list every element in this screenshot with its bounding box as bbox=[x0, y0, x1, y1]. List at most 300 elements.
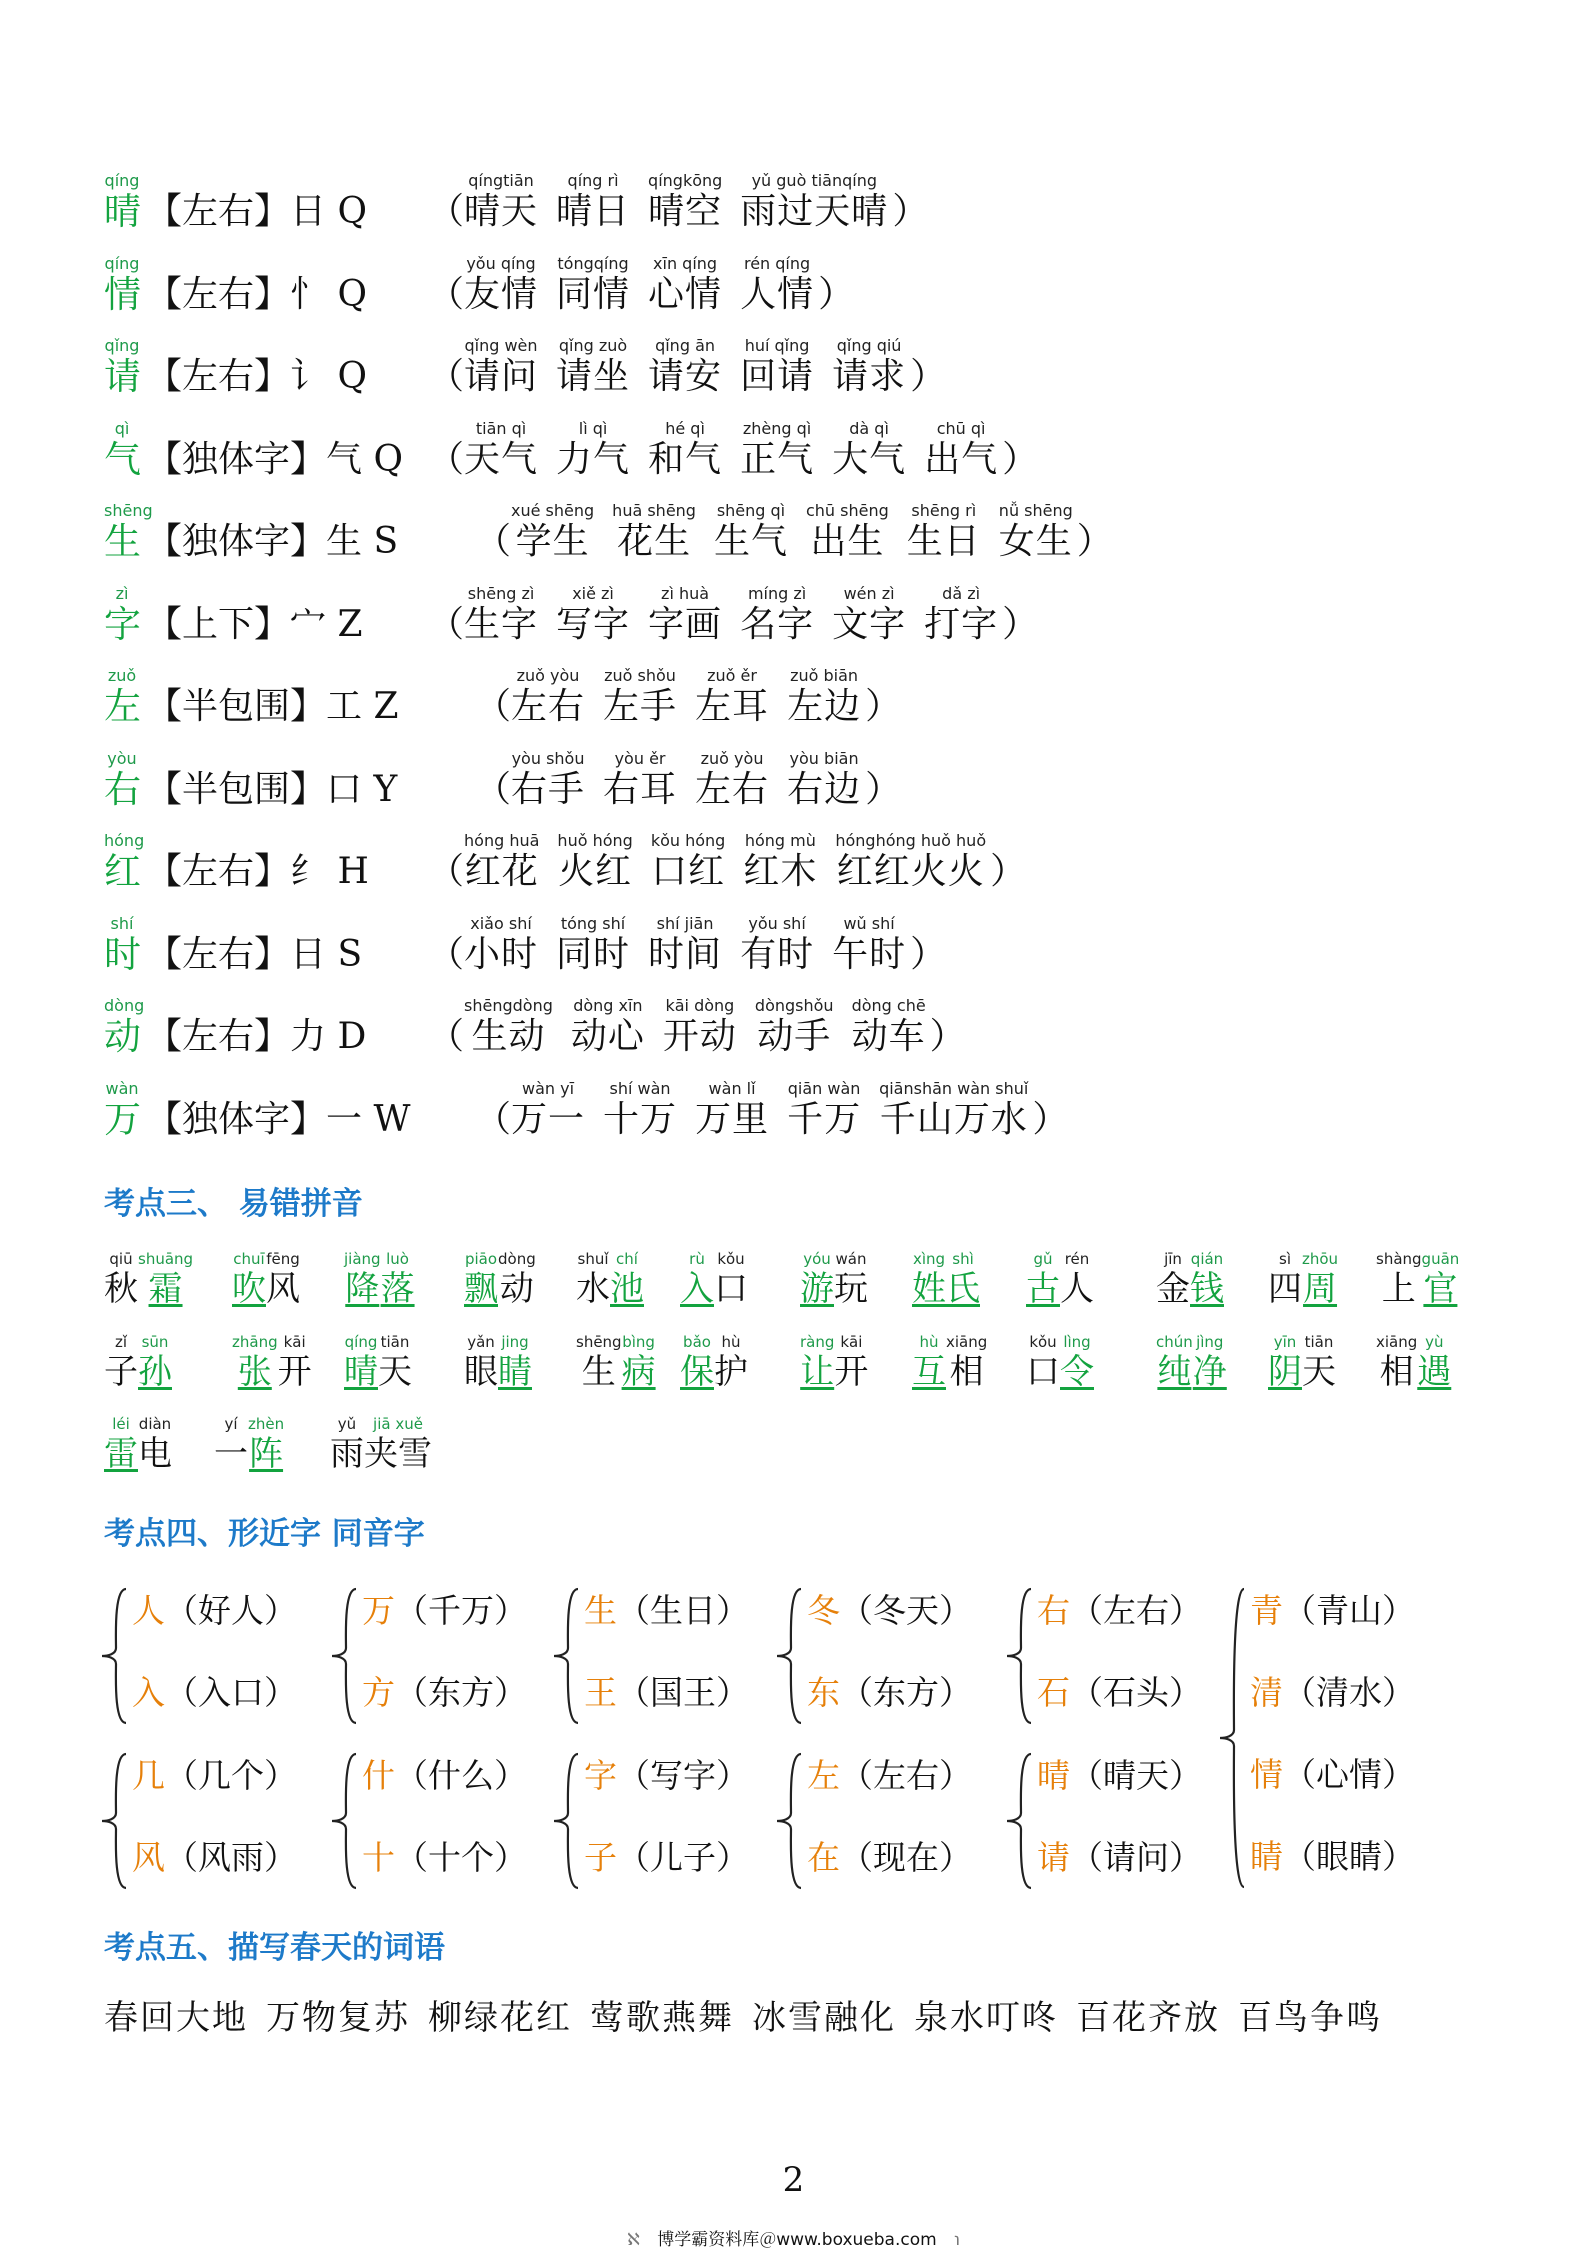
pair-first bbox=[1376, 1250, 1422, 1310]
brace bbox=[552, 1585, 582, 1727]
pair-first bbox=[912, 1333, 946, 1393]
word-item bbox=[648, 915, 722, 977]
entry-character bbox=[104, 915, 140, 977]
entry-words bbox=[428, 172, 928, 234]
word-chars: 晴日 bbox=[556, 191, 631, 232]
word-chars: 晴空 bbox=[648, 191, 723, 232]
spring-phrase: 春回大地 bbox=[104, 1998, 248, 2038]
word-pinyin: qiān wàn bbox=[787, 1078, 861, 1098]
pair-second bbox=[946, 1250, 980, 1310]
word-pinyin: zuǒ shǒu bbox=[604, 666, 676, 685]
word-chars: 生气 bbox=[713, 521, 788, 562]
similar-key-char: 生 bbox=[584, 1591, 617, 1630]
pair-second bbox=[138, 1333, 172, 1393]
pair-second-pinyin: xiāng bbox=[946, 1333, 988, 1351]
pair-second bbox=[1193, 1333, 1227, 1393]
word-pinyin: lì qì bbox=[578, 418, 608, 438]
similar-word: （左右） bbox=[840, 1756, 972, 1795]
pinyin-pair bbox=[344, 1250, 415, 1310]
pair-first-char: 相 bbox=[1379, 1352, 1414, 1392]
word-pinyin: qíngtiān bbox=[468, 171, 534, 190]
word-item bbox=[603, 1080, 677, 1142]
word-item bbox=[740, 915, 814, 977]
pair-first-char: 飘 bbox=[464, 1269, 498, 1309]
pair-second-char: 净 bbox=[1192, 1352, 1227, 1392]
pair-second-char: 开 bbox=[834, 1352, 869, 1392]
entry-char-pinyin: qíng bbox=[104, 171, 140, 190]
pair-first-pinyin: shēng bbox=[576, 1333, 622, 1351]
entry-char-pinyin: hóng bbox=[104, 831, 145, 850]
close-bracket: ） bbox=[990, 851, 1027, 892]
pair-second-char: 动 bbox=[499, 1269, 534, 1309]
pair-second-char: 落 bbox=[380, 1269, 415, 1309]
word-pinyin: rén qíng bbox=[743, 253, 811, 273]
word-item bbox=[714, 502, 788, 564]
word-chars: 右耳 bbox=[603, 768, 678, 810]
word-chars: 有时 bbox=[740, 933, 815, 975]
entry-row bbox=[104, 1080, 1504, 1158]
word-item bbox=[556, 915, 630, 977]
word-chars: 打字 bbox=[924, 603, 999, 645]
pair-first-pinyin: yóu bbox=[803, 1250, 831, 1268]
word-pinyin: dǎ zì bbox=[942, 583, 981, 603]
open-bracket: （ bbox=[428, 603, 465, 645]
entry-char: 气 bbox=[104, 437, 141, 481]
pair-second-char: 令 bbox=[1060, 1352, 1094, 1392]
similar-word: （眼睛） bbox=[1283, 1837, 1415, 1876]
pair-first-pinyin: yǎn bbox=[467, 1333, 495, 1351]
pair-first-char: 秋 bbox=[104, 1269, 138, 1309]
entry-structure-info: 【左右】日 Q bbox=[146, 191, 367, 232]
word-pinyin: zuǒ biān bbox=[790, 666, 859, 685]
word-chars: 火红 bbox=[558, 851, 633, 892]
pair-second-pinyin: zhōu bbox=[1302, 1250, 1339, 1268]
similar-word: （风雨） bbox=[165, 1838, 297, 1877]
word-pinyin: míng zì bbox=[747, 583, 807, 603]
word-chars: 女生 bbox=[998, 521, 1073, 562]
similar-word: （十个） bbox=[395, 1838, 527, 1877]
word-chars: 大气 bbox=[832, 438, 907, 480]
close-bracket: ） bbox=[910, 933, 947, 975]
pair-first bbox=[912, 1250, 946, 1310]
word-chars: 午时 bbox=[832, 933, 907, 975]
pair-second-pinyin: jiā xuě bbox=[373, 1415, 423, 1433]
word-pinyin: hóng huā bbox=[464, 831, 540, 850]
open-bracket: （ bbox=[428, 851, 465, 892]
pair-first-char: 水 bbox=[576, 1269, 610, 1309]
word-item bbox=[740, 420, 814, 482]
similar-word: （生日） bbox=[617, 1591, 749, 1630]
pair-second bbox=[714, 1250, 748, 1310]
pair-first bbox=[344, 1333, 378, 1393]
pinyin-pair bbox=[1268, 1250, 1338, 1310]
word-pinyin: wàn lǐ bbox=[708, 1078, 756, 1098]
pair-first bbox=[104, 1333, 138, 1393]
entry-row bbox=[104, 255, 1504, 333]
brace bbox=[1005, 1585, 1035, 1727]
word-chars: 动车 bbox=[851, 1016, 926, 1057]
word-pinyin: dòng chē bbox=[851, 996, 926, 1015]
word-item bbox=[511, 750, 585, 812]
word-chars: 开动 bbox=[662, 1016, 737, 1057]
pair-first-char: 游 bbox=[800, 1269, 834, 1309]
pair-second bbox=[1190, 1250, 1224, 1310]
word-chars: 千万 bbox=[787, 1098, 862, 1140]
word-pinyin: shēngdòng bbox=[464, 996, 553, 1015]
similar-key-char: 万 bbox=[362, 1591, 395, 1630]
word-pinyin: shí wàn bbox=[609, 1078, 671, 1098]
pair-second-char: 病 bbox=[621, 1352, 656, 1392]
similar-line bbox=[584, 1838, 749, 1878]
entry-words bbox=[475, 1080, 1068, 1142]
pinyin-pair bbox=[912, 1250, 980, 1310]
pair-second-pinyin: fēng bbox=[266, 1250, 300, 1268]
word-item bbox=[999, 502, 1073, 564]
section-4-heading: 考点四、形近字 同音字 bbox=[104, 1516, 425, 1552]
word-chars: 动心 bbox=[570, 1016, 645, 1057]
word-chars: 生动 bbox=[471, 1016, 546, 1057]
word-pinyin: wǔ shí bbox=[843, 913, 895, 933]
close-bracket: ） bbox=[818, 273, 855, 315]
word-chars: 左耳 bbox=[695, 686, 770, 727]
pair-second-char: 天 bbox=[1302, 1352, 1336, 1392]
word-item bbox=[511, 502, 594, 564]
entry-words bbox=[428, 585, 1038, 647]
pinyin-pair bbox=[344, 1333, 412, 1393]
similar-line bbox=[1037, 1673, 1202, 1713]
similar-word: （请问） bbox=[1070, 1838, 1202, 1877]
word-chars: 请问 bbox=[464, 356, 539, 397]
pair-first-pinyin: kǒu bbox=[1029, 1333, 1057, 1351]
similar-word: （入口） bbox=[165, 1673, 297, 1712]
word-chars: 同情 bbox=[556, 273, 631, 315]
pair-first-char: 雷 bbox=[104, 1434, 138, 1474]
pair-first-pinyin: zǐ bbox=[114, 1333, 128, 1351]
word-chars: 回请 bbox=[740, 356, 815, 397]
similar-key-char: 冬 bbox=[807, 1591, 840, 1630]
word-item bbox=[464, 255, 538, 317]
word-pinyin: qíng rì bbox=[567, 171, 619, 190]
word-chars: 红红火火 bbox=[836, 851, 985, 892]
word-item bbox=[648, 420, 722, 482]
word-chars: 名字 bbox=[740, 603, 815, 645]
word-item bbox=[511, 667, 585, 729]
word-item bbox=[832, 420, 906, 482]
similar-key-char: 青 bbox=[1250, 1591, 1283, 1630]
word-chars: 字画 bbox=[648, 603, 723, 645]
pair-second-pinyin: sūn bbox=[141, 1333, 169, 1351]
similar-key-char: 几 bbox=[132, 1756, 165, 1795]
pair-first-pinyin: yí bbox=[224, 1415, 238, 1433]
pair-second bbox=[1060, 1333, 1094, 1393]
similar-line bbox=[132, 1838, 297, 1878]
word-pinyin: chū shēng bbox=[805, 501, 889, 520]
pair-first bbox=[344, 1250, 381, 1310]
entry-structure-info: 【左右】力 D bbox=[146, 1016, 367, 1057]
pair-first bbox=[800, 1250, 834, 1310]
pair-second-pinyin: guān bbox=[1421, 1250, 1460, 1268]
pair-first-char: 一 bbox=[214, 1434, 248, 1474]
similar-word: （现在） bbox=[840, 1838, 972, 1877]
word-pinyin: yǒu qíng bbox=[466, 253, 536, 273]
pair-second-pinyin: jìng bbox=[1196, 1333, 1224, 1351]
close-bracket: ） bbox=[865, 768, 902, 810]
pair-second bbox=[1302, 1250, 1338, 1310]
pinyin-pair bbox=[464, 1333, 532, 1393]
pair-first-char: 口 bbox=[1026, 1352, 1060, 1392]
word-item bbox=[695, 1080, 769, 1142]
word-pinyin: yòu shǒu bbox=[511, 748, 585, 768]
word-item bbox=[740, 337, 814, 399]
pinyin-pair bbox=[104, 1250, 193, 1310]
entry-character bbox=[104, 585, 140, 647]
entry-char: 字 bbox=[104, 602, 141, 646]
word-pinyin: yǒu shí bbox=[748, 913, 806, 933]
pair-second bbox=[610, 1250, 644, 1310]
pair-first-char: 纯 bbox=[1157, 1352, 1192, 1392]
pinyin-pair bbox=[1156, 1250, 1224, 1310]
open-bracket: （ bbox=[428, 356, 465, 397]
word-pinyin: huǒ hóng bbox=[557, 831, 633, 850]
word-chars: 十万 bbox=[603, 1098, 678, 1140]
word-pinyin: yòu biān bbox=[789, 748, 859, 768]
word-chars: 文字 bbox=[832, 603, 907, 645]
pair-first-char: 子 bbox=[104, 1352, 138, 1392]
word-pinyin: dòngshǒu bbox=[754, 996, 834, 1015]
word-chars: 左手 bbox=[603, 686, 678, 727]
pair-first bbox=[104, 1250, 138, 1310]
similar-key-char: 东 bbox=[807, 1673, 840, 1712]
spring-phrase: 柳绿花红 bbox=[428, 1998, 572, 2038]
pair-second-char: 霜 bbox=[148, 1269, 183, 1309]
pair-second bbox=[714, 1333, 748, 1393]
entry-structure-info: 【上下】宀 Z bbox=[146, 603, 363, 645]
pair-second-char: 阵 bbox=[249, 1434, 284, 1474]
pinyin-pair bbox=[104, 1415, 172, 1475]
word-pinyin: wén zì bbox=[843, 583, 895, 603]
spring-phrase: 冰雪融化 bbox=[752, 1998, 896, 2038]
spring-phrase: 百花齐放 bbox=[1076, 1998, 1220, 2038]
word-chars: 请安 bbox=[648, 356, 723, 397]
word-item bbox=[464, 172, 538, 234]
word-item bbox=[651, 832, 726, 894]
similar-word: （青山） bbox=[1283, 1591, 1415, 1630]
similar-line bbox=[1250, 1755, 1415, 1795]
pair-first-pinyin: shàng bbox=[1376, 1250, 1422, 1268]
word-chars: 晴天 bbox=[464, 191, 539, 232]
entry-char: 晴 bbox=[104, 190, 141, 233]
pinyin-pair bbox=[680, 1250, 748, 1310]
word-chars: 生字 bbox=[464, 603, 539, 645]
word-chars: 动手 bbox=[757, 1016, 832, 1057]
pair-first bbox=[576, 1250, 610, 1310]
pair-first-pinyin: yǔ bbox=[337, 1415, 357, 1433]
word-chars: 友情 bbox=[464, 273, 539, 315]
word-chars: 请求 bbox=[832, 356, 907, 397]
word-pinyin: wàn yī bbox=[522, 1078, 575, 1098]
similar-line bbox=[584, 1756, 749, 1796]
word-item bbox=[556, 255, 630, 317]
word-chars: 力气 bbox=[556, 438, 631, 480]
open-bracket: （ bbox=[428, 438, 465, 480]
entry-structure-info: 【独体字】气 Q bbox=[146, 438, 403, 480]
pair-first-pinyin: hù bbox=[919, 1333, 939, 1351]
pair-first-pinyin: shuǐ bbox=[577, 1250, 609, 1268]
word-chars: 小时 bbox=[464, 933, 539, 975]
brace bbox=[330, 1585, 360, 1727]
close-bracket: ） bbox=[1002, 438, 1039, 480]
entry-char-pinyin: wàn bbox=[105, 1078, 139, 1098]
entry-char-pinyin: qì bbox=[114, 418, 130, 438]
pair-first-char: 入 bbox=[680, 1269, 714, 1309]
pinyin-pair bbox=[576, 1250, 644, 1310]
entry-structure-info: 【独体字】一 W bbox=[146, 1098, 411, 1140]
pinyin-pair bbox=[104, 1333, 172, 1393]
word-pinyin: zì huà bbox=[661, 583, 710, 603]
pair-second-pinyin: dòng bbox=[498, 1250, 536, 1268]
entry-char-pinyin: qíng bbox=[104, 253, 140, 273]
pair-second bbox=[834, 1333, 868, 1393]
pair-second-pinyin: shì bbox=[952, 1250, 974, 1268]
word-pinyin: chū qì bbox=[936, 418, 986, 438]
pair-second-pinyin: tiān bbox=[380, 1333, 410, 1351]
entry-character bbox=[104, 996, 145, 1059]
pair-second-pinyin: kǒu bbox=[717, 1250, 745, 1268]
word-pinyin: xué shēng bbox=[511, 501, 595, 520]
brace bbox=[1218, 1585, 1248, 1891]
word-pinyin: dà qì bbox=[849, 418, 889, 438]
entry-char: 动 bbox=[104, 1015, 141, 1058]
brace bbox=[775, 1750, 805, 1892]
word-item bbox=[787, 750, 861, 812]
similar-word: （千万） bbox=[395, 1591, 527, 1630]
pair-second-pinyin: wán bbox=[835, 1250, 867, 1268]
similar-line bbox=[584, 1673, 749, 1713]
similar-key-char: 情 bbox=[1250, 1755, 1283, 1794]
pair-first-pinyin: jīn bbox=[1164, 1250, 1182, 1268]
entry-words bbox=[428, 997, 966, 1059]
word-item bbox=[464, 337, 538, 399]
word-pinyin: tóng shí bbox=[560, 913, 626, 933]
word-chars: 生日 bbox=[906, 521, 981, 562]
pair-first bbox=[1156, 1250, 1190, 1310]
word-item bbox=[603, 667, 677, 729]
word-pinyin: hé qì bbox=[665, 418, 705, 438]
entry-character bbox=[104, 337, 140, 399]
entry-structure-info: 【左右】日 S bbox=[146, 933, 363, 975]
word-chars: 时间 bbox=[648, 933, 723, 975]
pair-first-pinyin: sì bbox=[1279, 1250, 1291, 1268]
spring-phrase: 百鸟争鸣 bbox=[1238, 1998, 1382, 2038]
word-chars: 千山万水 bbox=[879, 1098, 1028, 1140]
pinyin-pair bbox=[1026, 1250, 1094, 1310]
word-chars: 写字 bbox=[556, 603, 631, 645]
section-3-heading: 考点三、 易错拼音 bbox=[104, 1186, 363, 1222]
pair-second-char: 玩 bbox=[834, 1269, 868, 1309]
word-item bbox=[755, 997, 834, 1059]
word-chars: 天气 bbox=[464, 438, 539, 480]
spring-phrases bbox=[104, 1990, 1400, 2039]
word-chars: 红花 bbox=[464, 851, 539, 892]
entry-structure-info: 【左右】讠 Q bbox=[146, 356, 367, 397]
similar-line bbox=[132, 1673, 297, 1713]
pair-first-pinyin: qíng bbox=[344, 1333, 378, 1351]
word-item bbox=[740, 255, 814, 317]
word-item bbox=[832, 585, 906, 647]
pair-second bbox=[378, 1333, 412, 1393]
pair-first bbox=[1156, 1333, 1193, 1393]
word-item bbox=[695, 667, 769, 729]
entry-row bbox=[104, 420, 1504, 498]
word-item bbox=[924, 420, 998, 482]
word-chars: 出气 bbox=[924, 438, 999, 480]
pair-first-pinyin: ràng bbox=[800, 1333, 835, 1351]
pair-second-char: 人 bbox=[1060, 1269, 1094, 1309]
word-chars: 学生 bbox=[515, 521, 590, 562]
pair-second-char: 夹雪 bbox=[364, 1434, 432, 1474]
entry-words bbox=[475, 667, 901, 729]
entry-structure-info: 【左右】纟 H bbox=[146, 851, 369, 892]
word-chars: 同时 bbox=[556, 933, 631, 975]
pair-second bbox=[248, 1415, 284, 1475]
word-item bbox=[464, 997, 553, 1059]
pair-first-char: 四 bbox=[1268, 1269, 1302, 1309]
entry-row bbox=[104, 667, 1504, 745]
entry-character bbox=[104, 667, 140, 729]
similar-line bbox=[1250, 1673, 1415, 1713]
pair-first bbox=[1268, 1333, 1302, 1393]
entry-character bbox=[104, 501, 153, 564]
word-item bbox=[612, 502, 696, 564]
entry-char: 左 bbox=[104, 685, 141, 728]
pinyin-pair bbox=[232, 1333, 312, 1393]
footer bbox=[0, 2225, 1587, 2250]
word-pinyin: hónghóng huǒ huǒ bbox=[835, 831, 987, 850]
pair-second-char: 钱 bbox=[1190, 1269, 1224, 1309]
similar-key-char: 晴 bbox=[1037, 1756, 1070, 1795]
pinyin-pair bbox=[680, 1333, 748, 1393]
pair-first-char: 金 bbox=[1156, 1269, 1190, 1309]
similar-line bbox=[1250, 1837, 1415, 1877]
word-item bbox=[511, 1080, 585, 1142]
entry-words bbox=[475, 502, 1113, 564]
word-chars: 万一 bbox=[511, 1098, 586, 1140]
footer-left-mark: ℵ bbox=[627, 2230, 640, 2250]
entry-structure-info: 【半包围】工 Z bbox=[146, 686, 399, 727]
similar-line bbox=[584, 1591, 749, 1631]
brace bbox=[330, 1750, 360, 1892]
spring-phrase: 泉水叮咚 bbox=[914, 1998, 1058, 2038]
entry-char-pinyin: zuǒ bbox=[107, 666, 137, 685]
page-number: 2 bbox=[782, 2160, 805, 2200]
pair-second-char: 官 bbox=[1423, 1269, 1458, 1309]
similar-key-char: 什 bbox=[362, 1756, 395, 1795]
word-item bbox=[832, 337, 906, 399]
pair-first-pinyin: bǎo bbox=[683, 1333, 711, 1351]
open-bracket: （ bbox=[475, 686, 512, 727]
pair-first bbox=[576, 1333, 622, 1393]
pair-second-pinyin: kāi bbox=[840, 1333, 863, 1351]
pair-first-pinyin: jiàng bbox=[344, 1250, 381, 1268]
pair-first-char: 张 bbox=[237, 1352, 272, 1392]
pair-second-char: 电 bbox=[138, 1434, 172, 1474]
pair-second-pinyin: lìng bbox=[1063, 1333, 1091, 1351]
similar-word: （心情） bbox=[1283, 1755, 1415, 1794]
pair-second bbox=[946, 1333, 987, 1393]
word-item bbox=[806, 502, 889, 564]
section-5-heading: 考点五、描写春天的词语 bbox=[104, 1930, 445, 1966]
similar-line bbox=[132, 1591, 297, 1631]
